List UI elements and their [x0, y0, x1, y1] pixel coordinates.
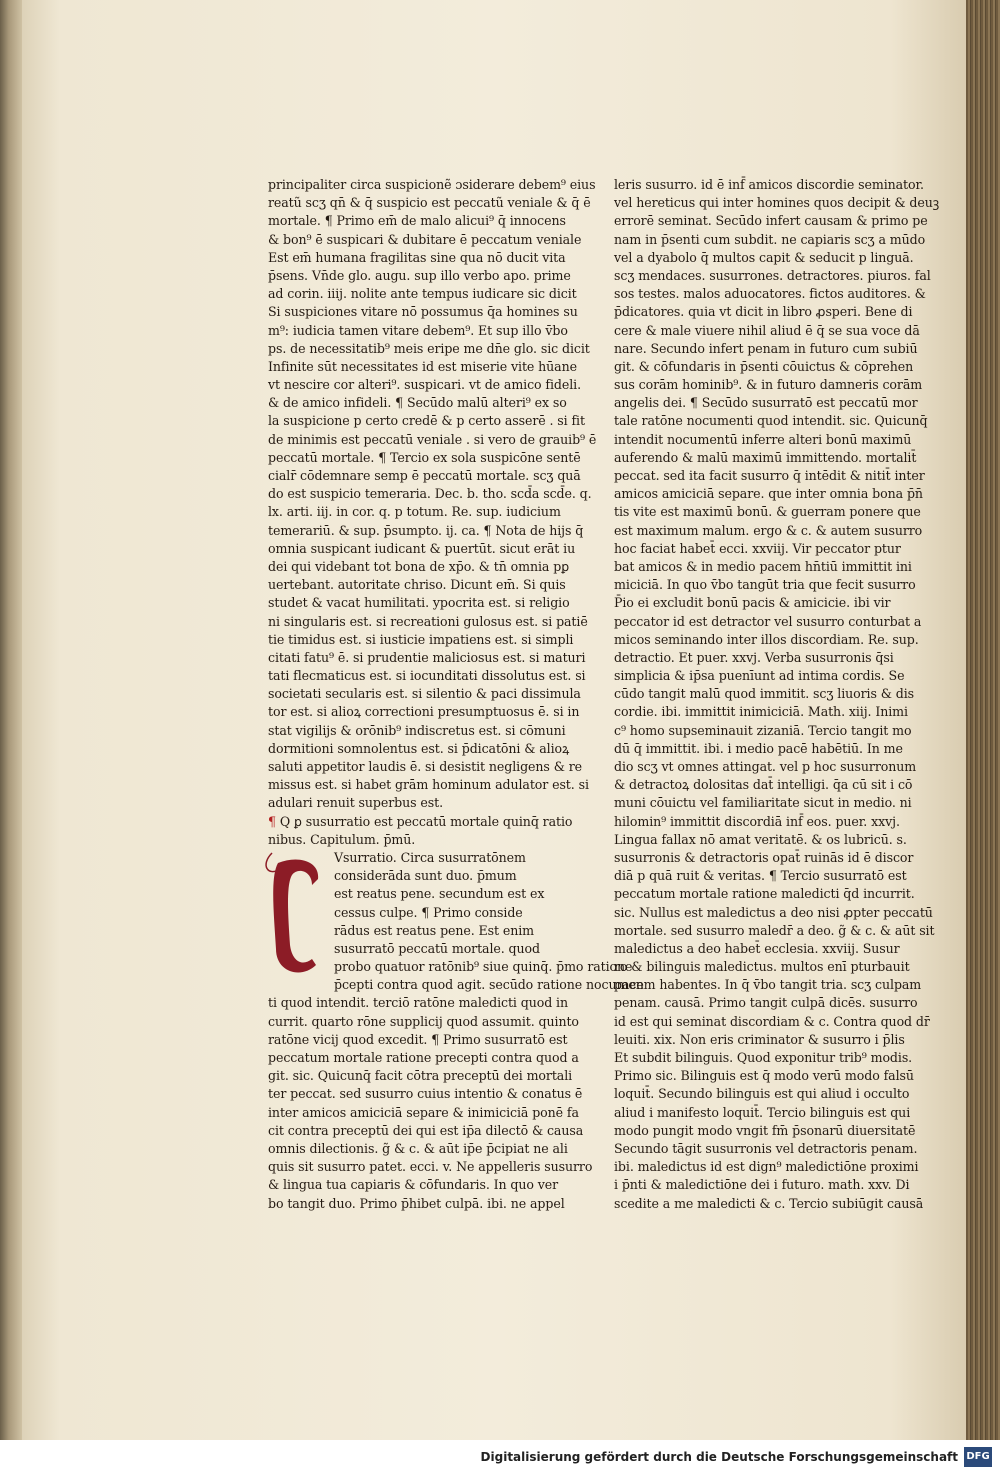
- funding-credit: Digitalisierung gefördert durch die Deutsche Forschungsgemeinschaft: [480, 1450, 958, 1464]
- text-line: micos seminando inter illos discordiam. Re. sup.: [614, 631, 919, 647]
- text-line: p̄dicatores. quia vt dicit in libro ꝓsperi. Bene di: [614, 304, 913, 320]
- text-line: sos testes. malos aduocatores. fictos auditores. &: [614, 286, 926, 302]
- text-line: vel a dyabolo q̄ multos capit & seducit p linguā.: [614, 249, 914, 265]
- text-line: tati flecmaticus est. si iocunditati dissolutus est. si: [268, 668, 586, 684]
- text-line: scedite a me maledicti & c. Tercio subiūgit causā: [614, 1195, 924, 1211]
- text-line: loquit̄. Secundo bilinguis est qui aliud i occulto: [614, 1086, 910, 1102]
- text-line: Est em̄ humana fragilitas sine qua nō ducit vita: [268, 249, 566, 265]
- text-line: dormitioni somnolentus est. si p̄dicatōni & alioꝝ: [268, 740, 570, 756]
- text-line: leris susurro. id ē inf̄ amicos discordie seminator.: [614, 177, 924, 192]
- text-line: probo quatuor ratōnib⁹ siue quinq̄. p̄mo ratione: [334, 959, 633, 975]
- text-line: adulari renuit superbus est.: [268, 795, 443, 811]
- text-line: reatũ scʒ qn̄ & q̄ suspicio est peccatũ veniale & q̄ ē: [268, 195, 591, 211]
- text-line: bo tangit duo. Primo p̄hibet culpā. ibi. ne appel: [268, 1195, 565, 1211]
- text-line: bat amicos & in medio pacem hn̄tiū immittit ini: [614, 558, 912, 574]
- text-line: peccatum mortale ratione maledicti q̄d incurrit.: [614, 886, 915, 902]
- text-line: est reatus pene. secundum est ex: [334, 886, 545, 902]
- text-line: nibus. Capitulum. p̄mū.: [268, 831, 416, 847]
- text-line: m⁹: iudicia tamen vitare debem⁹. Et sup illo v̄bo: [268, 322, 568, 338]
- text-line: hilomin⁹ immittit discordiā inf̄ eos. puer. xxvj.: [614, 813, 900, 829]
- text-line: ad corin. iiij. nolite ante tempus iudicare sic dicit: [268, 286, 577, 302]
- text-line: susurronis & detractoris opat̄ ruinās id ē discor: [614, 849, 914, 865]
- text-line: tor est. si alioꝝ correctioni presumptuosus ē. si in: [268, 704, 580, 720]
- text-line: modo pungit modo vngit fm̄ p̄sonarū diuersitatē: [614, 1122, 916, 1138]
- text-line: i p̄nti & maledictiōne dei i futuro. math. xxv. Di: [614, 1177, 910, 1193]
- text-line: & lingua tua capiaris & cōfundaris. In quo ver: [268, 1177, 559, 1193]
- text-line: hoc faciat habet̄ ecci. xxviij. Vir peccator ptur: [614, 540, 901, 556]
- text-line: temerariū. & sup. p̄sumpto. ij. ca. ¶ Nota de hijs q̄: [268, 522, 584, 538]
- text-line: tie timidus est. si iusticie impatiens est. si simpli: [268, 631, 574, 647]
- text-line: ps. de necessitatib⁹ meis eripe me dn̄e glo. sic dicit: [268, 340, 590, 356]
- text-line: cessus culpe. ¶ Primo conside: [334, 904, 523, 920]
- text-line: aliud i manifesto loquit̄. Tercio bilinguis est qui: [614, 1104, 911, 1120]
- text-line: maledictus a deo habet̄ ecclesia. xxviij. Susur: [614, 940, 900, 956]
- text-line: societati secularis est. si silentio & paci dissimula: [268, 686, 581, 702]
- text-line: la suspicione p certo credē & p certo asserē . si fit: [268, 413, 585, 429]
- text-line: peccatū mortale. ¶ Tercio ex sola suspicōne sentē: [268, 449, 581, 465]
- text-line: omnia suspicant iudicant & puertūt. sicut erāt iu: [268, 540, 576, 556]
- text-line: vt nescire cor alteri⁹. suspicari. vt de amico fideli.: [268, 377, 581, 393]
- text-line: quis sit susurro patet. ecci. v. Ne appelleris susurro: [268, 1159, 593, 1175]
- text-line: dei qui videbant tot bona de xp̄o. & tn̄ omnia pꝑ: [268, 558, 570, 574]
- text-line: dio scʒ vt omnes attingat. vel p hoc susurronum: [614, 759, 917, 774]
- text-line: saluti appetitor laudis ē. si desistit negligens & re: [268, 759, 582, 774]
- text-line: ro & bilinguis maledictus. multos enī pturbauit: [614, 959, 910, 975]
- text-line: rādus est reatus pene. Est enim: [334, 922, 535, 938]
- text-line: currit. quarto rōne supplicij quod assumit. quinto: [268, 1013, 579, 1029]
- text-line: de minimis est peccatū veniale . si vero de grauib⁹ ē: [268, 431, 597, 447]
- text-line: nare. Secundo infert penam in futuro cum subiū: [614, 340, 918, 356]
- text-line: cit contra preceptū dei qui est ip̄a dilectō & causa: [268, 1122, 584, 1138]
- text-line: considerāda sunt duo. p̄mum: [334, 868, 517, 884]
- text-line: citati fatu⁹ ē. si prudentie maliciosus est. si maturi: [268, 649, 586, 665]
- text-line: simplicia & ip̄sa puenīunt ad intima cordis. Se: [614, 668, 905, 684]
- text-line: sus corām hominib⁹. & in futuro damneris corām: [614, 377, 923, 393]
- text-line: ter peccat. sed susurro cuius intentio & conatus ē: [268, 1086, 583, 1102]
- text-line: Si suspiciones vitare nō possumus q̄a homines su: [268, 304, 578, 320]
- text-line: detractio. Et puer. xxvj. Verba susurronis q̄si: [614, 649, 894, 665]
- text-line: susurratō peccatū mortale. quod: [334, 940, 540, 956]
- text-line: angelis dei. ¶ Secūdo susurratō est peccatū mor: [614, 395, 918, 411]
- text-line: ti quod intendit. terciō ratōne maledicti quod in: [268, 995, 568, 1011]
- text-line: mortale. ¶ Primo em̄ de malo alicui⁹ q̄ innocens: [268, 213, 566, 229]
- text-line: ¶ Q ꝑ susurratio est peccatū mortale quinq̄ ratio: [268, 813, 573, 829]
- text-line: mortale. sed susurro maledr̄ a deo. g̃ & c. & aūt sit: [614, 922, 935, 938]
- text-line: cialr̄ cōdemnare semp ē peccatū mortale. scʒ quā: [268, 468, 581, 483]
- left-text-column: [268, 176, 644, 1213]
- text-line: pacem habentes. In q̄ v̄bo tangit tria. scʒ culpam: [614, 977, 922, 993]
- text-line: nam in p̄senti cum subdit. ne capiaris scʒ a mūdo: [614, 231, 926, 247]
- text-line: & bon⁹ ē suspicari & dubitare ē peccatum veniale: [268, 231, 582, 247]
- text-line: lx. arti. iij. in cor. q. p totum. Re. sup. iudicium: [268, 504, 561, 520]
- text-line: & detractoꝝ dolositas dat̄ intelligi. q̄a cū sit i cō: [614, 777, 913, 793]
- text-line: cere & male viuere nihil aliud ē q̄ se sua voce dā: [614, 322, 920, 338]
- text-line: peccat. sed ita facit susurro q̄ intēdit & nitit̄ inter: [614, 468, 925, 483]
- text-line: sic. Nullus est maledictus a deo nisi ꝓpter peccatū: [614, 904, 933, 920]
- text-line: do est suspicio temeraria. Dec. b. tho. scd̄a scd̄e. q.: [268, 486, 592, 502]
- text-line: missus est. si habet grām hominum adulator est. si: [268, 777, 589, 793]
- text-line: principaliter circa suspicionẽ ɔsiderare debem⁹ eius: [268, 177, 596, 192]
- text-line: Secundo tāgit susurronis vel detractoris penam.: [614, 1140, 918, 1156]
- text-line: errorē seminat. Secūdo infert causam & primo pe: [614, 213, 928, 229]
- text-line: git. sic. Quicunq̄ facit cōtra preceptū dei mortali: [268, 1068, 573, 1084]
- text-line: scʒ mendaces. susurrones. detractores. piuros. fal: [614, 267, 931, 283]
- book-fore-edge: [966, 0, 1000, 1440]
- paragraph-mark-icon: ¶: [268, 813, 276, 829]
- text-line: Vsurratio. Circa susurratōnem: [334, 849, 526, 865]
- text-line: git. & cōfundaris in p̄senti cōuictus & cōprehen: [614, 358, 914, 374]
- text-line: est maximum malum. ergo & c. & autem susurro: [614, 522, 923, 538]
- text-line: uertebant. autoritate chriso. Dicunt em̄. Si quis: [268, 577, 566, 593]
- text-line: p̄cepti contra quod agit. secūdo ratione nocumen: [334, 977, 644, 993]
- text-line: Primo sic. Bilinguis est q̄ modo verū modo falsū: [614, 1068, 914, 1084]
- text-line: omnis dilectionis. g̃ & c. & aūt ip̄e p̄cipiat ne ali: [268, 1140, 568, 1156]
- text-line: cūdo tangit malū quod immitit. scʒ liuoris & dis: [614, 686, 915, 702]
- text-line: P̄io ei excludit bonū pacis & amicicie. ibi vir: [614, 595, 891, 611]
- text-line: ratōne vicij quod excedit. ¶ Primo susurratō est: [268, 1031, 568, 1047]
- decorated-initial-s-icon: [268, 855, 326, 977]
- text-line: studet & vacat humilitati. ypocrita est. si religio: [268, 595, 570, 611]
- text-line: tale ratōne nocumenti quod intendit. sic. Quicunq̄: [614, 413, 928, 429]
- text-line: p̄sens. Vn̄de glo. augu. sup illo verbo apo. prime: [268, 267, 571, 283]
- text-line: diā p quā ruit & veritas. ¶ Tercio susurratō est: [614, 868, 907, 884]
- text-line: penam. causā. Primo tangit culpā dicēs. susurro: [614, 995, 918, 1011]
- text-line: auferendo & malū maximū immittendo. mortalit̄: [614, 449, 917, 465]
- text-line: amicos amiciciā separe. que inter omnia bona p̄n̄: [614, 486, 923, 502]
- text-line: ni singularis est. si recreationi gulosus est. si patiē: [268, 613, 588, 629]
- text-line: ibi. maledictus id est dign⁹ maledictiōne proximi: [614, 1159, 919, 1175]
- right-text-column: [614, 176, 940, 1213]
- left-page-edge: [0, 0, 22, 1440]
- text-line: muni cōuictu vel familiaritate sicut in medio. ni: [614, 795, 912, 811]
- text-line: stat vigilijs & orōnib⁹ indiscretus est. si cōmuni: [268, 722, 566, 738]
- text-line: id est qui seminat discordiam & c. Contra quod dr̄: [614, 1013, 930, 1029]
- dfg-logo: DFG: [964, 1447, 992, 1467]
- text-line: & de amico infideli. ¶ Secūdo malū alteri⁹ ex so: [268, 395, 567, 411]
- text-line: c⁹ homo supseminauit zizaniā. Tercio tangit mo: [614, 722, 912, 738]
- text-line: peccatum mortale ratione precepti contra quod a: [268, 1050, 579, 1065]
- text-line: leuiti. xix. Non eris criminator & susurro i p̄lis: [614, 1031, 905, 1047]
- text-line: tis vite est maximū bonū. & guerram ponere que: [614, 504, 921, 520]
- text-line: Infinite sūt necessitates id est miserie vite hūane: [268, 358, 577, 374]
- text-line: Et subdit bilinguis. Quod exponitur trib⁹ modis.: [614, 1050, 913, 1065]
- digitization-footer: [0, 1440, 1000, 1477]
- text-line: Lingua fallax nō amat veritatē. & os lubricū. s.: [614, 831, 907, 847]
- text-line: cordie. ibi. immittit inimiciciā. Math. xiij. Inimi: [614, 704, 908, 720]
- text-line: intendit nocumentū inferre alteri bonū maximū: [614, 431, 912, 447]
- text-line: inter amicos amiciciā separe & inimiciciā ponē fa: [268, 1104, 579, 1120]
- text-line: peccator id est detractor vel susurro conturbat a: [614, 613, 922, 629]
- text-line: dū q̄ immittit. ibi. i medio pacē habētiū. In me: [614, 740, 903, 756]
- text-line: vel hereticus qui inter homines quos decipit & deuꝫ: [614, 195, 940, 211]
- text-line: miciciā. In quo v̄bo tangūt tria que fecit susurro: [614, 577, 916, 593]
